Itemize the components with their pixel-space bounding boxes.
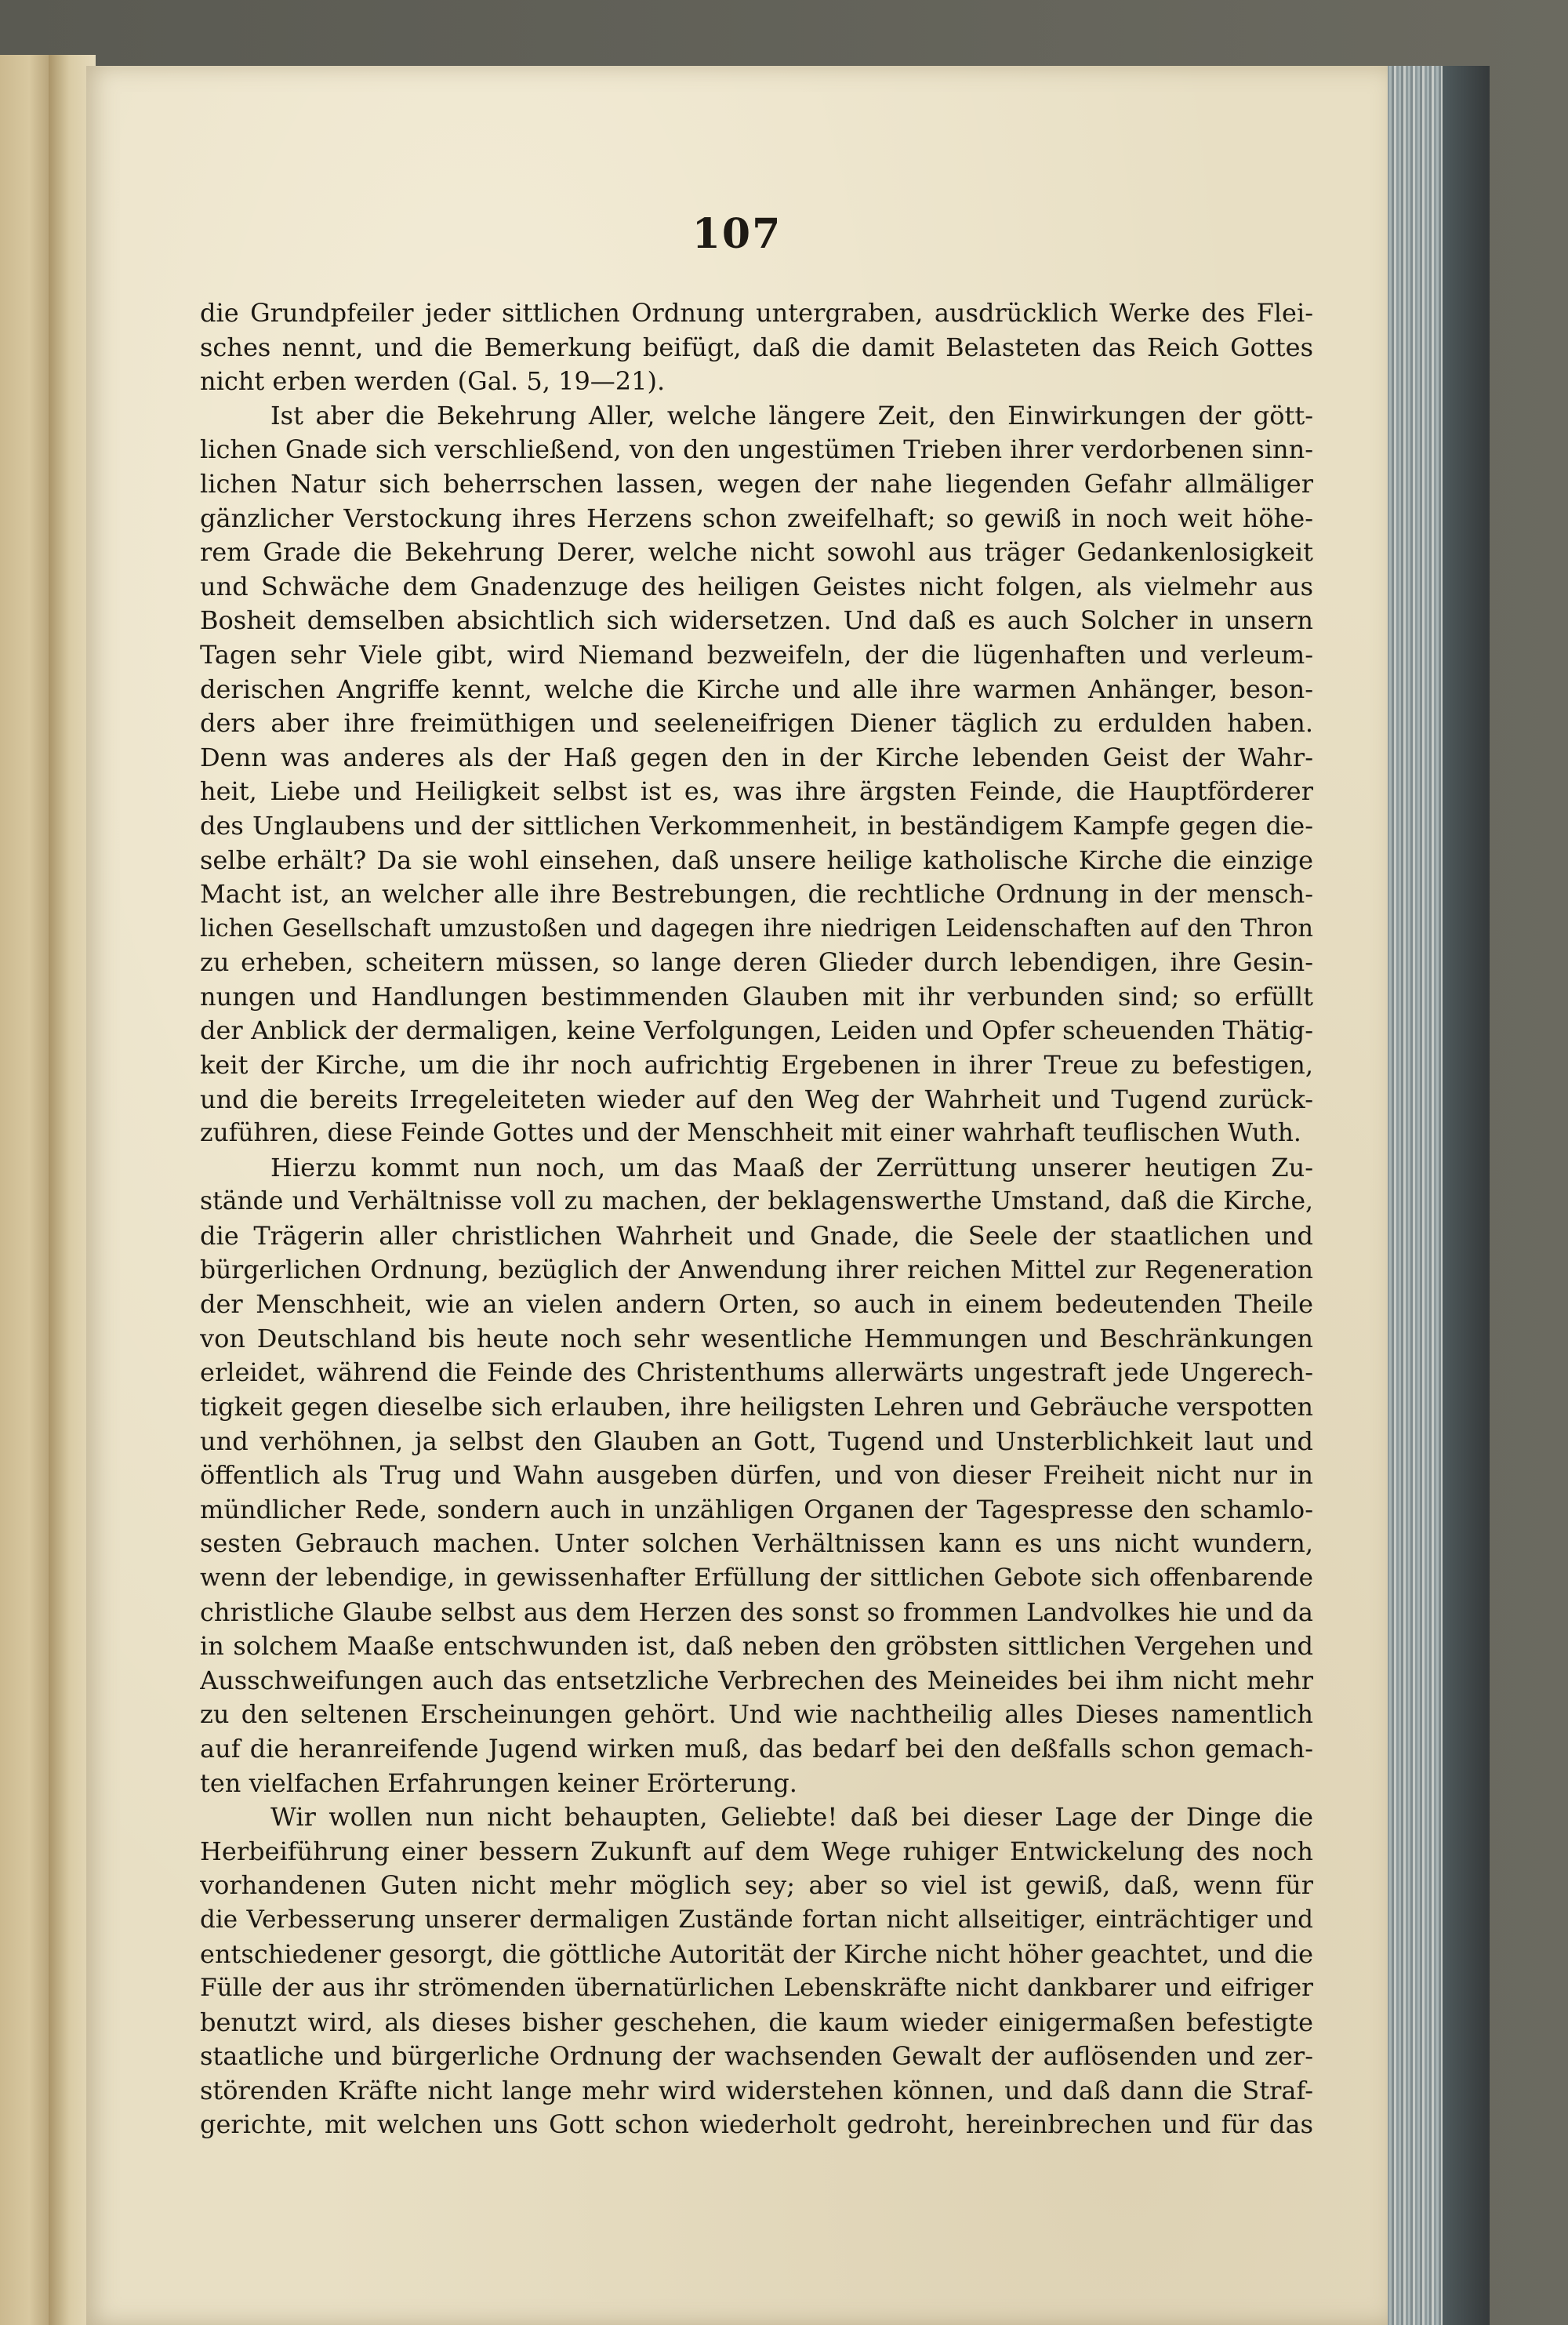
text-line: in solchem Maaße entschwunden ist, daß neben den gröbsten sittlichen Vergehen und: [200, 1631, 1313, 1662]
text-line: und Schwäche dem Gnadenzuge des heiligen Geistes nicht folgen, als vielmehr aus: [200, 571, 1313, 601]
text-line: Tagen sehr Viele gibt, wird Niemand bezweifeln, der die lügenhaften und verleum-: [200, 639, 1313, 670]
text-line: ten vielfachen Erfahrungen keiner Erörterung.: [200, 1767, 797, 1798]
text-line: Wir wollen nun nicht behaupten, Geliebte! daß bei dieser Lage der Dinge die: [270, 1802, 1313, 1833]
text-line: lichen Gesellschaft umzustoßen und dagegen ihre niedrigen Leidenschaften auf den Thron: [200, 914, 1313, 943]
book-page: [86, 66, 1388, 2325]
text-line: erleidet, während die Feinde des Christenthums allerwärts ungestraft jede Ungerech-: [200, 1357, 1313, 1388]
body-text: [200, 296, 1313, 2142]
facing-page-edge: [0, 55, 49, 2325]
text-line: lichen Natur sich beherrschen lassen, wegen der nahe liegenden Gefahr allmäliger: [200, 468, 1313, 499]
text-line: entschiedener gesorgt, die göttliche Autorität der Kirche nicht höher geachtet, und die: [200, 1938, 1313, 1969]
text-line: störenden Kräfte nicht lange mehr wird widerstehen können, und daß dann die Straf-: [200, 2075, 1313, 2105]
text-line: Macht ist, an welcher alle ihre Bestrebungen, die rechtliche Ordnung in der mensch-: [200, 879, 1313, 910]
text-line: stände und Verhältnisse voll zu machen, der beklagenswerthe Umstand, daß die Kirche,: [200, 1187, 1313, 1216]
text-line: ders aber ihre freimüthigen und seeleneifrigen Diener täglich zu erdulden haben.: [200, 708, 1313, 739]
text-line: öffentlich als Trug und Wahn ausgeben dürfen, und von dieser Freiheit nicht nur in: [200, 1460, 1313, 1491]
text-line: Bosheit demselben absichtlich sich widersetzen. Und daß es auch Solcher in unsern: [200, 605, 1313, 636]
text-line: die Trägerin aller christlichen Wahrheit und Gnade, die Seele der staatlichen und: [200, 1221, 1313, 1252]
text-line: nicht erben werden (Gal. 5, 19—21).: [200, 366, 666, 397]
text-line: zuführen, diese Feinde Gottes und der Menschheit mit einer wahrhaft teuflischen Wuth.: [200, 1119, 1301, 1148]
text-line: keit der Kirche, um die ihr noch aufrichtig Ergebenen in ihrer Treue zu befestigen,: [200, 1050, 1313, 1081]
text-line: zu den seltenen Erscheinungen gehört. Und wie nachtheilig alles Dieses namentlich: [200, 1699, 1313, 1730]
text-line: Ausschweifungen auch das entsetzliche Verbrechen des Meineides bei ihm nicht mehr: [200, 1665, 1313, 1695]
text-line: auf die heranreifende Jugend wirken muß, das bedarf bei den deßfalls schon gemach-: [200, 1733, 1313, 1764]
text-line: Ist aber die Bekehrung Aller, welche längere Zeit, den Einwirkungen der gött-: [270, 400, 1313, 430]
text-line: derischen Angriffe kennt, welche die Kirche und alle ihre warmen Anhänger, beson-: [200, 674, 1313, 704]
text-line: Fülle der aus ihr strömenden übernatürlichen Lebenskräfte nicht dankbarer und eifriger: [200, 1974, 1313, 2003]
text-line: und die bereits Irregeleiteten wieder auf den Weg der Wahrheit und Tugend zurück-: [200, 1084, 1313, 1114]
text-line: Denn was anderes als der Haß gegen den in der Kirche lebenden Geist der Wahr-: [200, 742, 1313, 772]
text-line: zu erheben, scheitern müssen, so lange deren Glieder durch lebendigen, ihre Gesin-: [200, 947, 1313, 978]
text-line: tigkeit gegen dieselbe sich erlauben, ihre heiligsten Lehren und Gebräuche verspotten: [200, 1392, 1313, 1422]
text-line: und verhöhnen, ja selbst den Glauben an Gott, Tugend und Unsterblichkeit laut und: [200, 1426, 1313, 1456]
text-line: gänzlicher Verstockung ihres Herzens schon zweifelhaft; so gewiß in noch weit höhe-: [200, 503, 1313, 533]
text-line: von Deutschland bis heute noch sehr wesentliche Hemmungen und Beschränkungen: [200, 1323, 1313, 1353]
text-line: der Anblick der dermaligen, keine Verfolgungen, Leiden und Opfer scheuenden Thätig-: [200, 1015, 1313, 1046]
text-line: vorhandenen Guten nicht mehr möglich sey; aber so viel ist gewiß, daß, wenn für: [200, 1870, 1313, 1901]
text-line: staatliche und bürgerliche Ordnung der wachsenden Gewalt der auflösenden und zer-: [200, 2041, 1313, 2072]
text-line: des Unglaubens und der sittlichen Verkommenheit, in beständigem Kampfe gegen die-: [200, 810, 1313, 841]
text-line: lichen Gnade sich verschließend, von den ungestümen Trieben ihrer verdorbenen sinn-: [200, 434, 1313, 465]
text-line: nungen und Handlungen bestimmenden Glauben mit ihr verbunden sind; so erfüllt: [200, 981, 1313, 1012]
text-line: benutzt wird, als dieses bisher geschehen, die kaum wieder einigermaßen befestigte: [200, 2007, 1313, 2037]
text-line: Herbeiführung einer bessern Zukunft auf dem Wege ruhiger Entwickelung des noch: [200, 1836, 1313, 1866]
text-line: die Grundpfeiler jeder sittlichen Ordnung untergraben, ausdrücklich Werke des Flei-: [200, 298, 1313, 328]
book-cover-edge: [1443, 66, 1490, 2325]
text-line: wenn der lebendige, in gewissenhafter Erfüllung der sittlichen Gebote sich offenbarende: [200, 1563, 1313, 1592]
text-line: bürgerlichen Ordnung, bezüglich der Anwendung ihrer reichen Mittel zur Regeneration: [200, 1255, 1313, 1284]
text-line: sches nennt, und die Bemerkung beifügt, daß die damit Belasteten das Reich Gottes: [200, 332, 1313, 362]
text-line: sesten Gebrauch machen. Unter solchen Verhältnissen kann es uns nicht wundern,: [200, 1528, 1313, 1559]
text-line: Hierzu kommt nun noch, um das Maaß der Zerrüttung unserer heutigen Zu-: [270, 1152, 1313, 1182]
text-line: der Menschheit, wie an vielen andern Orten, so auch in einem bedeutenden Theile: [200, 1289, 1313, 1320]
text-line: heit, Liebe und Heiligkeit selbst ist es, was ihre ärgsten Feinde, die Hauptförderer: [200, 776, 1313, 807]
page-number: 107: [691, 210, 782, 258]
text-line: christliche Glaube selbst aus dem Herzen des sonst so frommen Landvolkes hie und da: [200, 1597, 1313, 1627]
text-line: rem Grade die Bekehrung Derer, welche nicht sowohl aus träger Gedankenlosigkeit: [200, 537, 1313, 568]
text-line: selbe erhält? Da sie wohl einsehen, daß unsere heilige katholische Kirche die einzige: [200, 845, 1313, 875]
text-line: mündlicher Rede, sondern auch in unzähligen Organen der Tagespresse den schamlo-: [200, 1494, 1313, 1524]
text-line: die Verbesserung unserer dermaligen Zustände fortan nicht allseitiger, einträchtiger und: [200, 1905, 1313, 1934]
text-line: gerichte, mit welchen uns Gott schon wiederholt gedroht, hereinbrechen und für das: [200, 2109, 1313, 2140]
